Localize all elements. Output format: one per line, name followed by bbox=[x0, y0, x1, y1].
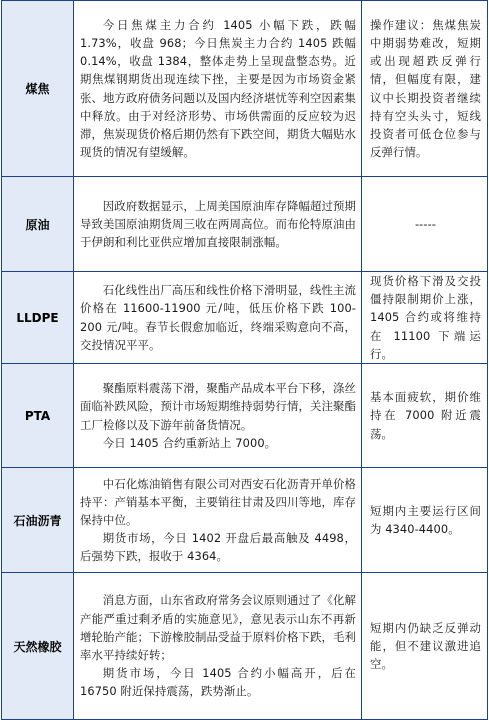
commodity-name: 天然橡胶 bbox=[2, 573, 74, 720]
advice-text: 操作建议：焦煤焦炭中期弱势难改，短期或出现超跌反弹行情，但幅度有限，建议中长期投资者继续持有空头头寸，短线投资者可低仓位参与反弹行情。 bbox=[370, 17, 481, 160]
detail-paragraph: 消息方面，山东省政府常务会议原则通过了《化解产能严重过剩矛盾的实施意见》，意见表示山东不再新增轮胎产能；下游橡胶制品受益于原料价格下跌，毛利率水平持续好转； bbox=[80, 593, 356, 663]
table-row bbox=[2, 468, 488, 573]
advice-text: 现货价格下滑及交投僵持限制期价上涨，1405 合约或将维持在 11100 下端运行。 bbox=[370, 274, 481, 361]
commodity-analysis-table bbox=[1, 0, 488, 720]
commodity-name: 煤焦 bbox=[2, 1, 74, 177]
trading-advice bbox=[362, 1, 488, 177]
table-row bbox=[2, 1, 488, 177]
table-row bbox=[2, 272, 488, 364]
advice-text: 短期内主要运行区间为 4340-4400。 bbox=[370, 503, 481, 537]
table-row bbox=[2, 177, 488, 272]
detail-paragraph: 因政府数据显示，上周美国原油库存降幅超过预期导致美国原油期货周三收在两周高位。而布伦特原油由于伊朗和利比亚供应增加直接限制涨幅。 bbox=[80, 198, 356, 250]
advice-text: ----- bbox=[414, 216, 437, 231]
detail-paragraph: 中石化炼油销售有限公司对西安石化沥青开单价格持平：产销基本平衡，主要销往甘肃及四川等地，库存保持中位。 bbox=[80, 476, 356, 527]
commodity-name: 原油 bbox=[2, 177, 74, 272]
market-detail bbox=[74, 272, 362, 364]
trading-advice bbox=[362, 177, 488, 272]
market-detail bbox=[74, 468, 362, 573]
detail-paragraph: 聚酯原料震荡下滑，聚酯产品成本平台下移，涤丝面临补跌风险，预计市场短期维持弱势行情，关注聚酯工厂检修以及下游年前备货情况。 bbox=[80, 381, 356, 432]
trading-advice bbox=[362, 468, 488, 573]
trading-advice bbox=[362, 573, 488, 720]
market-detail bbox=[74, 177, 362, 272]
market-detail bbox=[74, 364, 362, 468]
detail-paragraph: 今日 1405 合约重新站上 7000。 bbox=[102, 435, 277, 450]
trading-advice bbox=[362, 272, 488, 364]
detail-paragraph: 石化线性出厂高压和线性价格下滑明显，线性主流价格在 11600-11900 元/吨，低压价格下跌 100-200 元/吨。春节长假愈加临近，终端采购意向不高，交投情况平平。 bbox=[80, 283, 356, 352]
commodity-name: LLDPE bbox=[2, 272, 74, 364]
market-detail bbox=[74, 573, 362, 720]
commodity-name: PTA bbox=[2, 364, 74, 468]
detail-paragraph: 期货市场，今日 1402 开盘后最高触及 4498，后强势下跌，报收于 4364。 bbox=[80, 531, 356, 564]
advice-text: 短期内仍缺乏反弹动能，但不建议激进追空。 bbox=[370, 620, 481, 672]
commodity-name: 石油沥青 bbox=[2, 468, 74, 573]
table-row bbox=[2, 364, 488, 468]
table-row bbox=[2, 573, 488, 720]
market-detail bbox=[74, 1, 362, 177]
advice-text: 基本面疲软，期价维持在 7000 附近震荡。 bbox=[370, 390, 481, 441]
detail-paragraph: 期货市场，今日 1405 合约小幅高开，后在 16750 附近保持震荡，跌势渐止。 bbox=[80, 666, 356, 699]
detail-paragraph: 今日焦煤主力合约 1405 小幅下跌，跌幅 1.73%，收盘 968；今日焦炭主力合约 1405 跌幅 0.14%，收盘 1384，整体走势上呈现盘整态势。近期焦煤钢期货出现连续下挫，主要是因为市场资金紧张、地方政府债务问题以及国内经济堪忧等利空因素集中释放。由于对经济形势、市场供需面的反应较为迟滞，焦炭现货价格后期仍然有下跌空间，期货大幅贴水现货的情况有望缓解。 bbox=[80, 17, 356, 160]
trading-advice bbox=[362, 364, 488, 468]
